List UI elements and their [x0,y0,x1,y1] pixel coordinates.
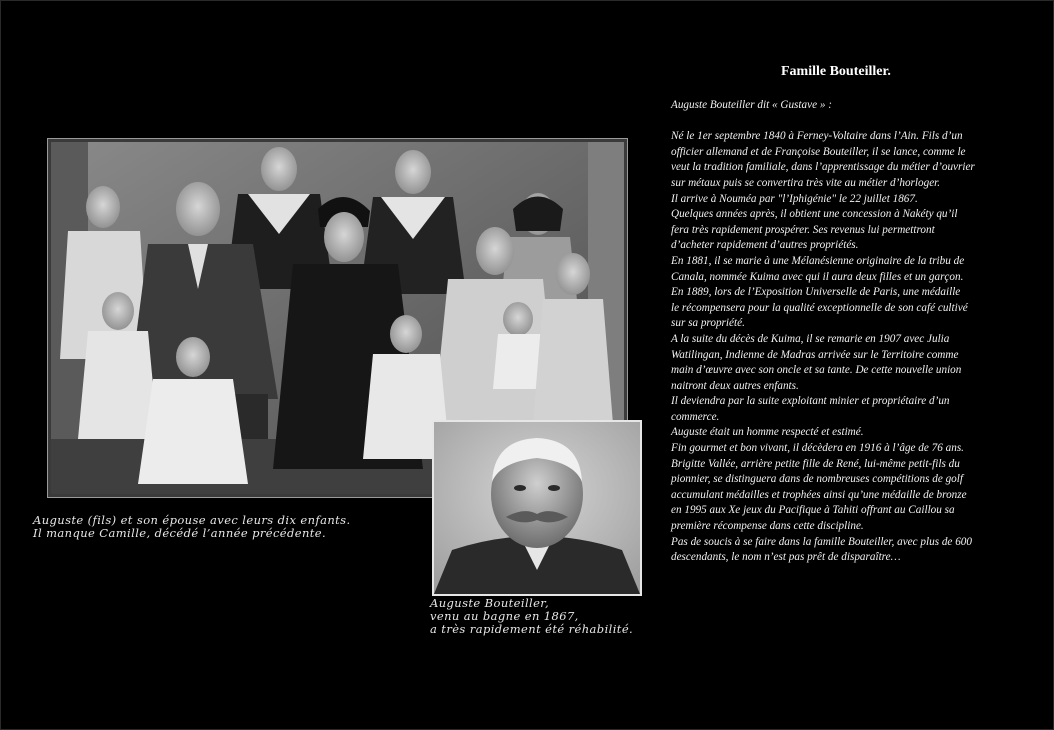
biography-subtitle: Auguste Bouteiller dit « Gustave » : [671,99,832,111]
portrait-photo-caption [430,597,633,636]
biography-line: En 1889, lors de l’Exposition Universelle de Paris, une médaille [671,286,961,299]
biography-line: commerce. [671,410,720,423]
biography-line: pionnier, se distinguera dans de nombreuses compétitions de golf [671,473,963,486]
biography-line: fera très rapidement prospérer. Ses revenus lui permettront [671,223,935,236]
page-title: Famille Bouteiller. [781,64,891,79]
portrait-photo [432,420,642,596]
portrait-caption-line: a très rapidement été réhabilité. [430,622,634,636]
biography-line: Né le 1er septembre 1840 à Ferney-Voltaire dans l’Ain. Fils d’un [671,130,963,143]
biography-line: En 1881, il se marie à une Mélanésienne originaire de la tribu de [671,254,965,267]
biography-line: naitront deux autres enfants. [671,379,799,392]
biography-text [671,98,1051,566]
biography-line: accumulant médailles et trophées ainsi qu’une médaille de bronze [671,488,967,501]
portrait-caption-line: venu au bagne en 1867, [430,609,579,623]
biography-line: descendants, le nom n’est pas prêt de disparaître… [671,551,901,564]
portrait-caption-line: Auguste Bouteiller, [430,596,550,610]
biography-line: Il deviendra par la suite exploitant minier et propriétaire d’un [671,395,950,408]
biography-line: Il arrive à Nouméa par "l’Iphigénie" le 22 juillet 1867. [671,192,918,205]
biography-line: le récompensera pour la qualité exceptionnelle de son café cultivé [671,301,968,314]
family-photo-caption [33,514,351,540]
biography-line: en 1995 aux Xe jeux du Pacifique à Tahiti offrant au Caillou sa [671,504,955,517]
biography-line: sur sa propriété. [671,317,745,330]
biography-line: officier allemand et de Françoise Bouteiller, il se lance, comme le [671,145,966,158]
biography-line: Fin gourmet et bon vivant, il décèdera en 1916 à l’âge de 76 ans. [671,442,964,455]
biography-line: Auguste était un homme respecté et estimé. [671,426,864,439]
family-caption-line: Auguste (fils) et son épouse avec leurs dix enfants. [33,513,351,527]
biography-line: Canala, nommée Kuima avec qui il aura deux filles et un garçon. [671,270,964,283]
biography-line: Pas de soucis à se faire dans la famille Bouteiller, avec plus de 600 [671,535,972,548]
biography-line: sur métaux puis se convertira très vite au métier d’horloger. [671,176,941,189]
family-caption-line: Il manque Camille, décédé l’année précédente. [33,526,327,540]
biography-line: première récompense dans cette discipline. [671,520,864,533]
portrait-image [434,422,640,594]
biography-line: veut la tradition familiale, dans l’apprentissage du métier d’ouvrier [671,161,975,174]
biography-line: Quelques années après, il obtient une concession à Nakéty qu’il [671,208,958,221]
biography-line: A la suite du décès de Kuima, il se remarie en 1907 avec Julia [671,332,950,345]
biography-line: Watilingan, Indienne de Madras arrivée sur le Territoire comme [671,348,959,361]
biography-line: main d’œuvre avec son oncle et sa tante. De cette nouvelle union [671,364,962,377]
biography-line: Brigitte Vallée, arrière petite fille de René, lui-même petit-fils du [671,457,960,470]
biography-line: d’acheter rapidement d’autres propriétés. [671,239,859,252]
